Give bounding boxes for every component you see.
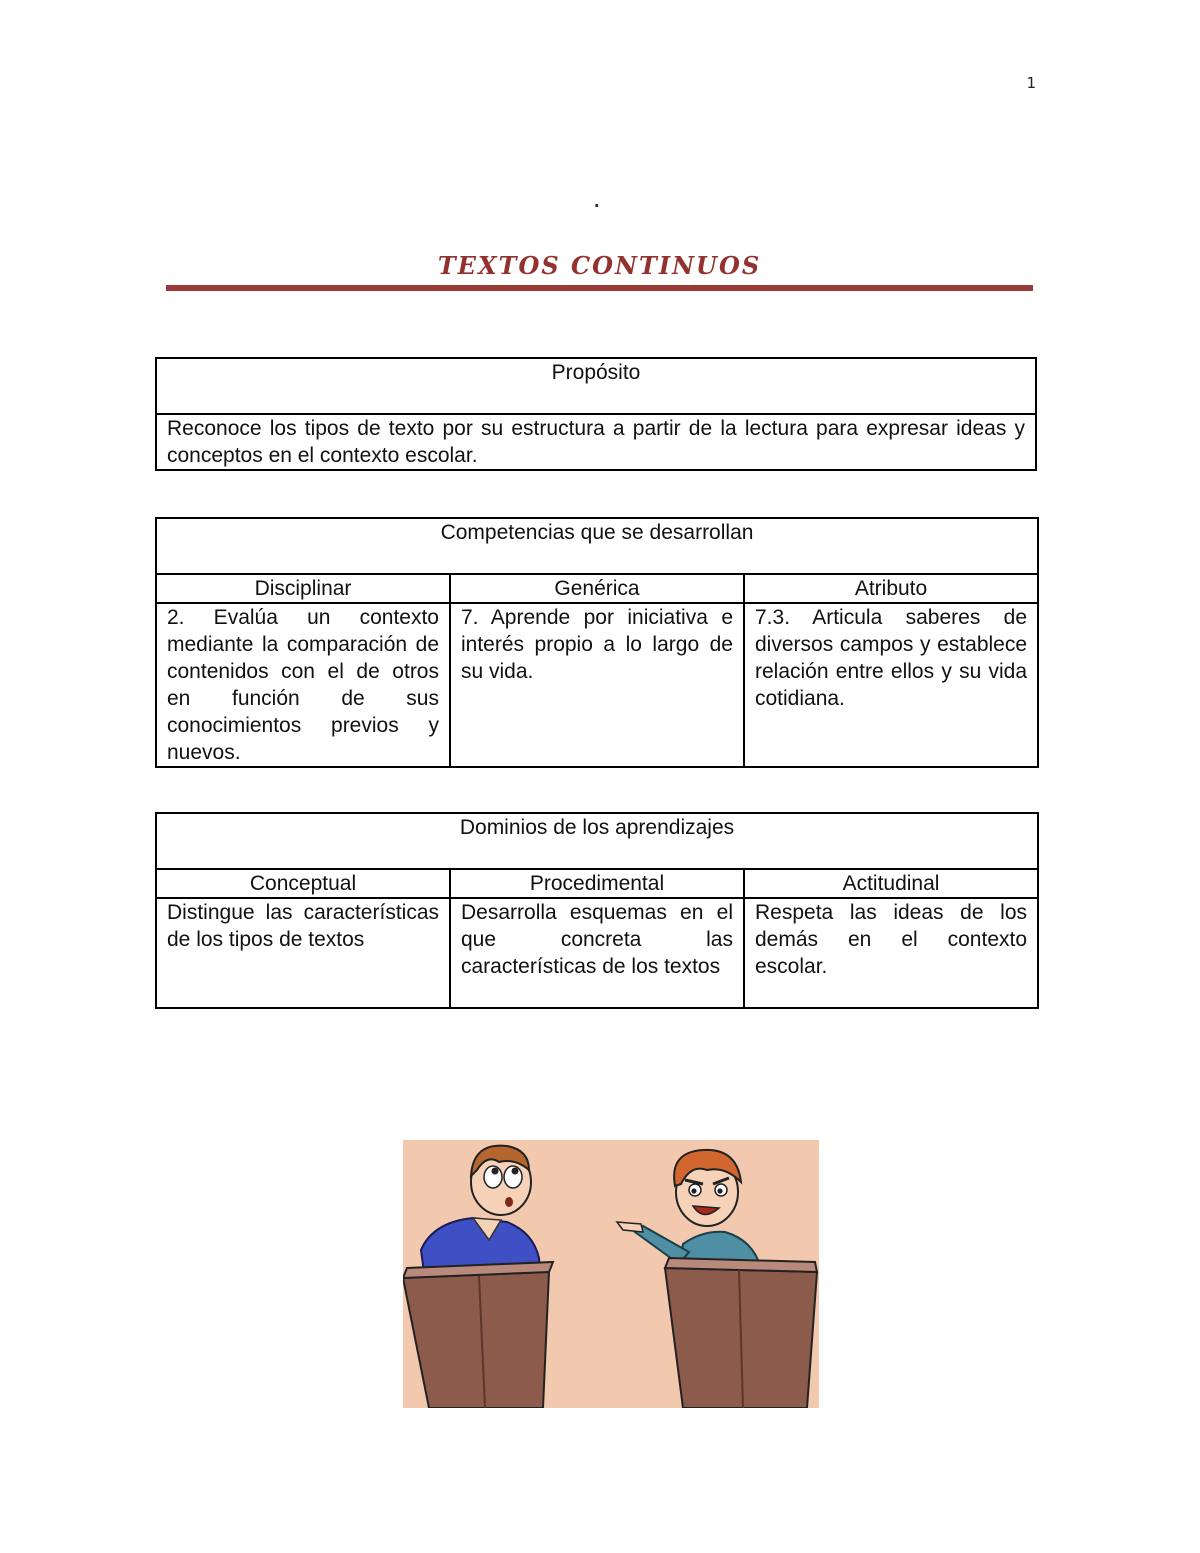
column-header-generica: Genérica [450,574,744,603]
purpose-header: Propósito [156,358,1036,414]
separator-dot: . [594,190,600,212]
competencies-header: Competencias que se desarrollan [156,518,1038,574]
column-header-atributo: Atributo [744,574,1038,603]
purpose-table [155,357,1037,471]
column-header-procedimental: Procedimental [450,869,744,898]
page-title: TEXTOS CONTINUOS [437,251,762,280]
column-header-conceptual: Conceptual [156,869,450,898]
page-number: 1 [1026,74,1036,92]
actitudinal-cell: Respeta las ideas de los demás en el contexto escolar. [744,898,1038,1008]
column-header-actitudinal: Actitudinal [744,869,1038,898]
conceptual-cell: Distingue las características de los tipos de textos [156,898,450,1008]
competencies-table [155,517,1039,768]
learning-domains-table [155,812,1039,1009]
column-header-disciplinar: Disciplinar [156,574,450,603]
purpose-text: Reconoce los tipos de texto por su estructura a partir de la lectura para expresar ideas y conceptos en el contexto escolar. [156,414,1036,470]
debate-illustration [403,1140,819,1408]
disciplinar-cell: 2. Evalúa un contexto mediante la comparación de contenidos con el de otros en función de sus conocimientos previos y nuevos. [156,603,450,767]
title-underline [166,285,1033,291]
domains-header: Dominios de los aprendizajes [156,813,1038,869]
two-debaters-at-podiums-icon [403,1140,819,1408]
atributo-cell: 7.3. Articula saberes de diversos campos y establece relación entre ellos y su vida cotidiana. [744,603,1038,767]
generica-cell: 7. Aprende por iniciativa e interés propio a lo largo de su vida. [450,603,744,767]
procedimental-cell: Desarrolla esquemas en el que concreta las características de los textos [450,898,744,1008]
